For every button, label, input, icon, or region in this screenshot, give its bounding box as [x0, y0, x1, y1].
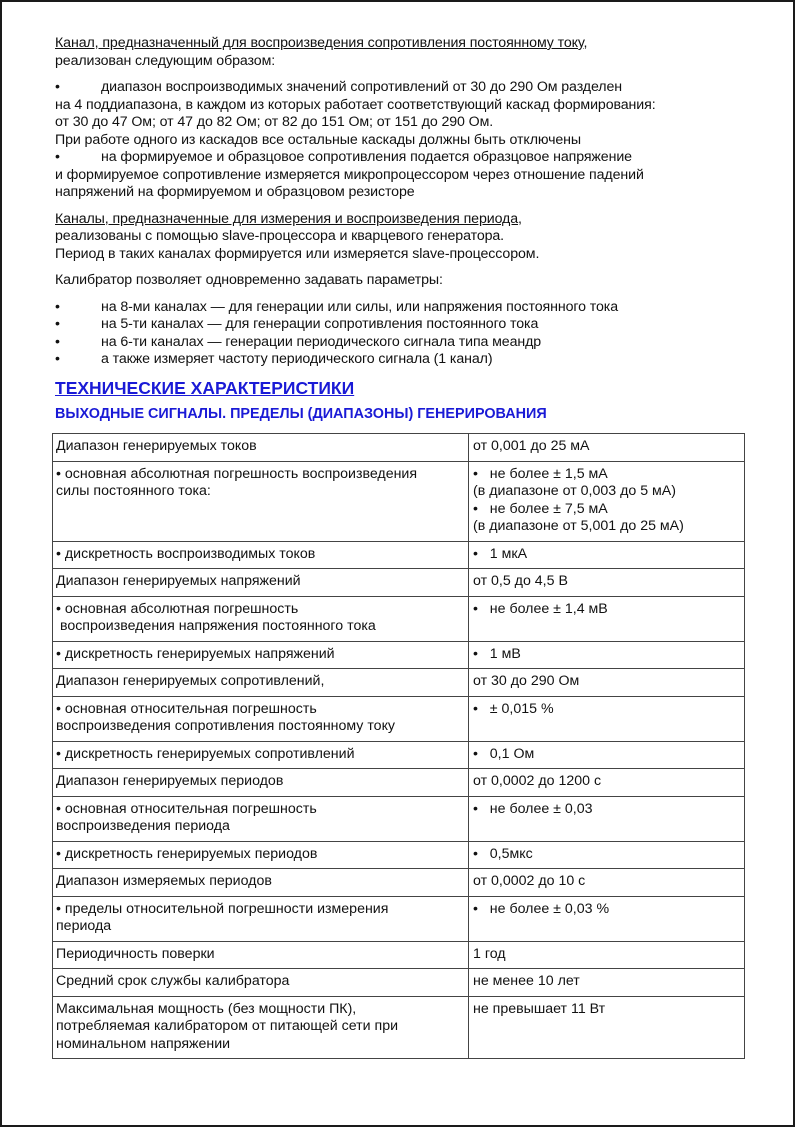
- parameter-text: • основная относительная погрешность: [56, 700, 317, 717]
- parameter-text: Максимальная мощность (без мощности ПК),: [56, 1000, 357, 1017]
- resistance-bullet-1-line3: от 30 до 47 Ом; от 47 до 82 Ом; от 82 до 151 Ом; от 151 до 290 Ом.: [55, 114, 494, 130]
- text: на формируемое и образцовое сопротивления подается образцовое напряжение: [101, 149, 632, 165]
- parameter-cell: [53, 461, 469, 541]
- table-row: [53, 434, 745, 462]
- value-cell: [469, 669, 745, 697]
- document-body: [55, 35, 755, 423]
- table-row: [53, 869, 745, 897]
- parameter-cell: [53, 896, 469, 941]
- value-cell: [469, 769, 745, 797]
- parameter-text: • основная абсолютная погрешность: [56, 600, 299, 617]
- value-cell: [469, 434, 745, 462]
- value-text: • не более ± 1,4 мВ: [473, 600, 608, 617]
- parameter-text: Периодичность поверки: [56, 945, 215, 962]
- parameter-text: потребляемая калибратором от питающей сети при: [56, 1018, 399, 1034]
- value-cell: [469, 596, 745, 641]
- parameter-text: воспроизведения напряжения постоянного тока: [56, 618, 376, 634]
- parameter-cell: [53, 596, 469, 641]
- text: на 5-ти каналах — для генерации сопротивления постоянного тока: [101, 316, 539, 332]
- value-text: не превышает 11 Вт: [473, 1000, 606, 1017]
- table-row: [53, 596, 745, 641]
- value-text: • не более ± 7,5 мА: [473, 500, 608, 517]
- value-text: • не более ± 0,03: [473, 800, 593, 817]
- period-line2: реализованы с помощью slave-процессора и кварцевого генератора.: [55, 228, 505, 244]
- parameter-text: воспроизведения периода: [56, 818, 230, 834]
- parameter-text: Средний срок службы калибратора: [56, 973, 290, 989]
- value-text: • не более ± 0,03 %: [473, 900, 610, 917]
- bullet-icon: •: [55, 316, 60, 332]
- list-item: [55, 334, 755, 352]
- value-cell: [469, 741, 745, 769]
- calibrator-intro: Калибратор позволяет одновременно задавать параметры:: [55, 272, 443, 288]
- bullet-icon: •: [55, 149, 60, 165]
- bullet-icon: •: [55, 79, 60, 95]
- text: диапазон воспроизводимых значений сопротивлений от 30 до 290 Ом разделен: [101, 79, 622, 95]
- parameter-cell: [53, 541, 469, 569]
- value-text: • 1 мкА: [473, 545, 528, 562]
- resistance-bullet-2-line3: напряжений на формируемом и образцовом резисторе: [55, 184, 415, 200]
- list-item: [55, 316, 755, 334]
- parameter-text: • дискретность воспроизводимых токов: [56, 545, 316, 562]
- parameter-cell: [53, 669, 469, 697]
- table-row: [53, 996, 745, 1059]
- resistance-bullet-1: [55, 79, 755, 97]
- parameter-text: Диапазон генерируемых токов: [56, 438, 257, 454]
- resistance-bullet-1-line4: При работе одного из каскадов все остальные каскады должны быть отключены: [55, 131, 582, 148]
- parameter-text: Диапазон генерируемых периодов: [56, 773, 284, 789]
- value-cell: [469, 869, 745, 897]
- value-cell: [469, 541, 745, 569]
- value-text: • 0,5мкс: [473, 845, 533, 862]
- value-text: не менее 10 лет: [473, 973, 580, 989]
- parameter-text: Диапазон измеряемых периодов: [56, 873, 272, 889]
- resistance-bullet-2: [55, 149, 755, 167]
- value-cell: [469, 569, 745, 597]
- parameter-cell: [53, 769, 469, 797]
- period-line3: Период в таких каналах формируется или измеряется slave-процессором.: [55, 245, 540, 262]
- resistance-channel-line2: реализован следующим образом:: [55, 52, 276, 69]
- output-signals-heading: ВЫХОДНЫЕ СИГНАЛЫ. ПРЕДЕЛЫ (ДИАПАЗОНЫ) ГЕНЕРИРОВАНИЯ: [55, 405, 547, 422]
- punctuation: ,: [583, 35, 588, 51]
- list-item: [55, 351, 755, 369]
- period-channel-title: Каналы, предназначенные для измерения и воспроизведения периода: [55, 210, 519, 227]
- value-text: от 0,0002 до 1200 с: [473, 773, 602, 789]
- parameter-cell: [53, 941, 469, 969]
- parameter-text: силы постоянного тока:: [56, 483, 211, 499]
- value-cell: [469, 841, 745, 869]
- table-row: [53, 769, 745, 797]
- resistance-channel-heading: [55, 35, 755, 53]
- parameter-text: периода: [56, 918, 112, 934]
- parameter-text: • дискретность генерируемых сопротивлений: [56, 745, 355, 762]
- period-channel-heading: [55, 211, 755, 229]
- parameter-text: • основная относительная погрешность: [56, 800, 317, 817]
- text: на 6-ти каналах — генерации периодического сигнала типа меандр: [101, 333, 542, 350]
- parameter-text: • пределы относительной погрешности измерения: [56, 900, 389, 917]
- value-text: • 0,1 Ом: [473, 745, 535, 762]
- table-row: [53, 969, 745, 997]
- table-row: [53, 841, 745, 869]
- tech-specs-heading: ТЕХНИЧЕСКИЕ ХАРАКТЕРИСТИКИ: [55, 377, 355, 398]
- table-row: [53, 641, 745, 669]
- parameter-cell: [53, 969, 469, 997]
- bullet-icon: •: [55, 351, 60, 367]
- value-text: • 1 мВ: [473, 645, 521, 662]
- parameter-cell: [53, 869, 469, 897]
- parameter-text: Диапазон генерируемых сопротивлений,: [56, 673, 325, 689]
- value-cell: [469, 796, 745, 841]
- value-text: от 0,5 до 4,5 В: [473, 573, 568, 589]
- value-text: (в диапазоне от 5,001 до 25 мА): [473, 518, 684, 534]
- parameter-text: • дискретность генерируемых напряжений: [56, 645, 335, 662]
- table-row: [53, 896, 745, 941]
- table-row: [53, 669, 745, 697]
- parameter-cell: [53, 696, 469, 741]
- table-row: [53, 569, 745, 597]
- punctuation: ,: [518, 210, 522, 227]
- table-row: [53, 741, 745, 769]
- value-text: от 30 до 290 Ом: [473, 673, 580, 689]
- resistance-bullet-2-line2: и формируемое сопротивление измеряется микропроцессором через отношение падений: [55, 166, 644, 183]
- value-text: от 0,001 до 25 мА: [473, 438, 590, 454]
- value-cell: [469, 896, 745, 941]
- table-row: [53, 541, 745, 569]
- parameter-cell: [53, 569, 469, 597]
- parameter-text: номинальном напряжении: [56, 1035, 231, 1052]
- bullet-icon: •: [55, 298, 60, 315]
- table-row: [53, 461, 745, 541]
- value-cell: [469, 641, 745, 669]
- table-row: [53, 941, 745, 969]
- value-text: 1 год: [473, 945, 506, 962]
- parameter-text: воспроизведения сопротивления постоянному току: [56, 718, 396, 734]
- value-cell: [469, 941, 745, 969]
- value-text: (в диапазоне от 0,003 до 5 мА): [473, 483, 676, 499]
- list-item: [55, 299, 755, 317]
- specifications-table: [52, 433, 745, 1059]
- table-row: [53, 696, 745, 741]
- value-cell: [469, 696, 745, 741]
- parameter-text: • основная абсолютная погрешность воспроизведения: [56, 465, 418, 482]
- parameter-text: Диапазон генерируемых напряжений: [56, 573, 301, 589]
- value-cell: [469, 996, 745, 1059]
- parameter-cell: [53, 434, 469, 462]
- parameter-cell: [53, 996, 469, 1059]
- capabilities-list: [55, 299, 755, 369]
- parameter-cell: [53, 796, 469, 841]
- value-cell: [469, 461, 745, 541]
- parameter-cell: [53, 841, 469, 869]
- value-text: от 0,0002 до 10 с: [473, 873, 586, 889]
- value-text: • не более ± 1,5 мА: [473, 465, 608, 482]
- value-cell: [469, 969, 745, 997]
- bullet-icon: •: [55, 333, 60, 350]
- value-text: • ± 0,015 %: [473, 700, 554, 717]
- table-row: [53, 796, 745, 841]
- parameter-cell: [53, 741, 469, 769]
- resistance-bullet-1-line2: на 4 поддиапазона, в каждом из которых работает соответствующий каскад формирования:: [55, 96, 656, 113]
- text: на 8-ми каналах — для генерации или силы, или напряжения постоянного тока: [101, 298, 619, 315]
- resistance-channel-title: Канал, предназначенный для воспроизведения сопротивления постоянному току: [55, 35, 584, 51]
- text: а также измеряет частоту периодического сигнала (1 канал): [101, 351, 493, 367]
- parameter-text: • дискретность генерируемых периодов: [56, 845, 318, 862]
- parameter-cell: [53, 641, 469, 669]
